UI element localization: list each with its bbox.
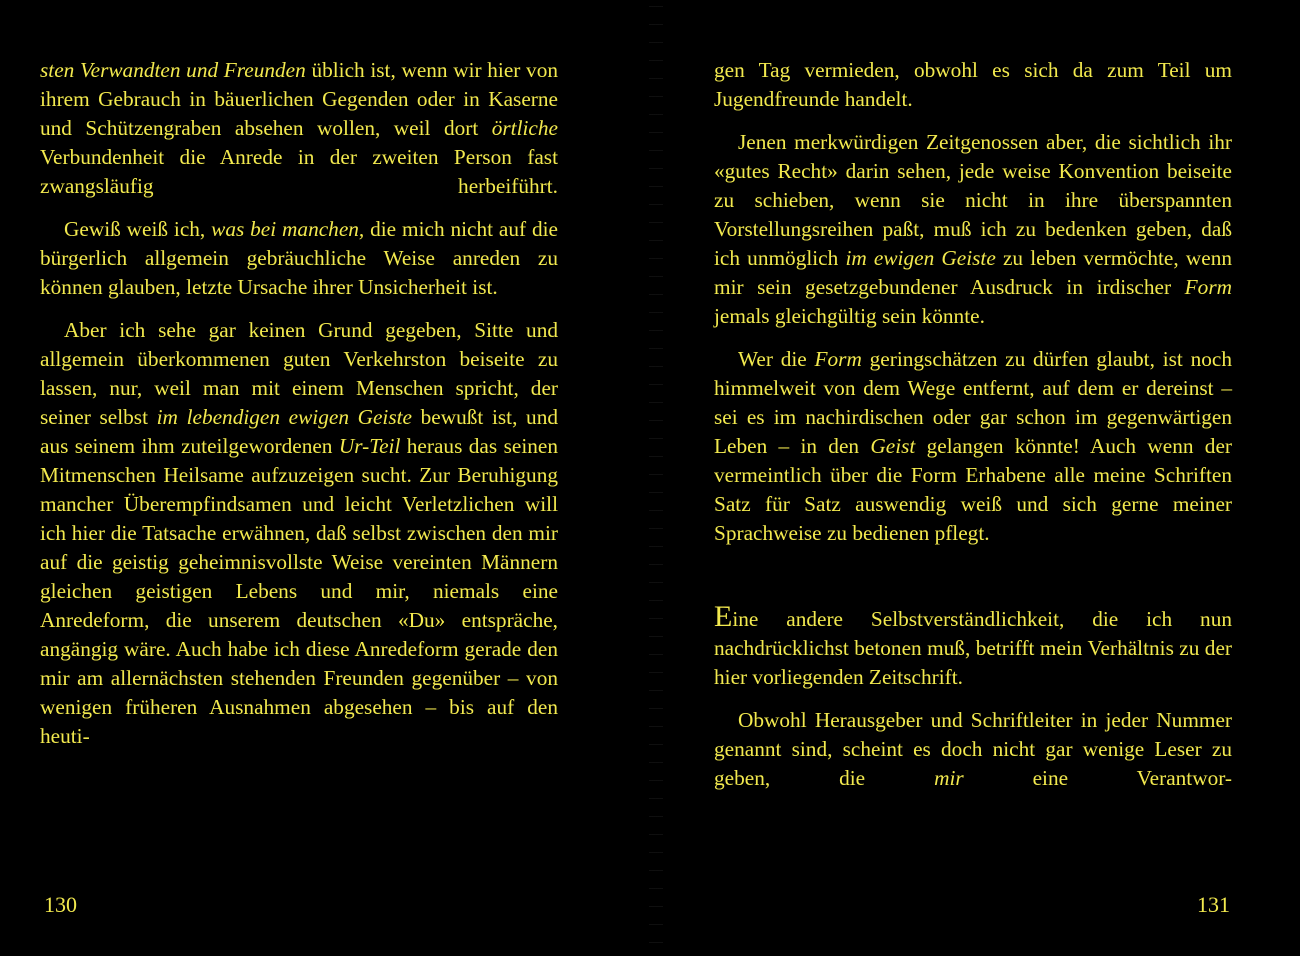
text-run: gen Tag vermieden, obwohl es sich da zum Teil um Jugendfreunde handelt. xyxy=(714,58,1232,111)
text-run: jemals gleichgültig sein könnte. xyxy=(714,304,985,328)
left-text-column xyxy=(40,56,558,765)
italic-text: im lebendigen ewigen Geiste xyxy=(156,405,413,429)
paragraph xyxy=(714,345,1232,548)
paragraph xyxy=(40,316,558,751)
italic-text: im ewigen Geiste xyxy=(845,246,996,270)
paragraph xyxy=(714,128,1232,331)
text-run: Jenen merkwürdigen Zeitgenossen aber, die sichtlich ihr «gutes Recht» darin sehen, jede weise Konvention beiseite zu schieben, wenn sie nicht in ihre überspannten Vorstellungsreihen paßt, muß ich zu bedenken geben, daß ich unmöglich xyxy=(714,130,1232,270)
paragraph xyxy=(714,706,1232,793)
paragraph xyxy=(714,602,1232,692)
page-number: 130 xyxy=(44,892,77,917)
text-run: zu leben vermöchte, wenn mir sein gesetzgebundener Ausdruck in irdischer xyxy=(714,246,1232,299)
text-run: bewußt ist, und aus seinem ihm zuteilgewordenen xyxy=(40,405,559,458)
right-text-column xyxy=(714,56,1232,807)
text-run: eine Verantwor- xyxy=(963,766,1233,790)
drop-cap: E xyxy=(714,600,733,633)
text-run: heraus das seinen Mitmenschen Heilsame aufzuzeigen sucht. Zur Beruhigung mancher Überempfindsamen und leicht Verletzlichen will ich hier die Tatsache erwähnen, daß selbst zwischen den mir auf die geistig geheimnisvollste Weise vereinten Männern gleichen geistigen Lebens und mir, niemals eine Anredeform, die unserem deutschen «Du» entspräche, angängig wäre. Auch habe ich diese Anredeform gerade den mir am allernächsten stehenden Freunden gegenüber – von wenigen früheren Ausnahmen abgesehen – bis auf den heuti- xyxy=(40,434,558,748)
paragraph xyxy=(40,56,558,201)
italic-text: mir xyxy=(934,766,964,790)
italic-text: was bei manchen, xyxy=(211,217,365,241)
text-run: die mich nicht auf die bürgerlich allgemein gebräuchliche Weise anreden zu können glauben, letzte Ursache ihrer Unsicherheit ist. xyxy=(40,217,558,299)
text-run: Verbundenheit die Anrede in der zweiten Person fast zwangsläufig herbeiführt. xyxy=(40,145,558,198)
text-run: Gewiß weiß ich, xyxy=(64,217,212,241)
paragraph xyxy=(714,56,1232,114)
text-run: gelangen könnte! Auch wenn der vermeintlich über die Form Erhabene alle meine Schriften Satz für Satz auswendig weiß und sich gerne meiner Sprachweise zu bedienen pflegt. xyxy=(714,434,1232,545)
page-number: 131 xyxy=(1197,892,1230,917)
text-run: Aber ich sehe gar keinen Grund gegeben, Sitte und allgemein überkommenen guten Verkehrston beiseite zu lassen, nur, weil man mit einem Menschen spricht, der seiner selbst xyxy=(40,318,558,429)
text-run: üblich ist, wenn wir hier von ihrem Gebrauch in bäuerlichen Gegenden oder in Kaserne und Schützengraben absehen wollen, weil dort xyxy=(40,58,558,140)
italic-text: Form xyxy=(1184,275,1232,299)
italic-text: sten Verwandten und Freunden xyxy=(40,58,306,82)
italic-text: örtliche xyxy=(491,116,558,140)
text-run: Wer die xyxy=(738,347,815,371)
italic-text: Geist xyxy=(870,434,916,458)
text-run: Obwohl Herausgeber und Schriftleiter in jeder Nummer genannt sind, scheint es doch nicht gar wenige Leser zu geben, die xyxy=(714,708,1232,790)
right-page xyxy=(650,0,1300,956)
section-break xyxy=(714,562,1232,602)
text-run: geringschätzen zu dürfen glaubt, ist noch himmelweit von dem Wege entfernt, auf dem er dereinst – sei es im nachirdischen oder gar schon im gegenwärtigen Leben – in den xyxy=(714,347,1232,458)
italic-text: Form xyxy=(814,347,862,371)
text-run: ine andere Selbstverständlichkeit, die ich nun nachdrücklichst betonen muß, betrifft mein Verhältnis zu der hier vorliegenden Zeitschrift. xyxy=(714,607,1232,689)
paragraph xyxy=(40,215,558,302)
italic-text: Ur-Teil xyxy=(338,434,401,458)
